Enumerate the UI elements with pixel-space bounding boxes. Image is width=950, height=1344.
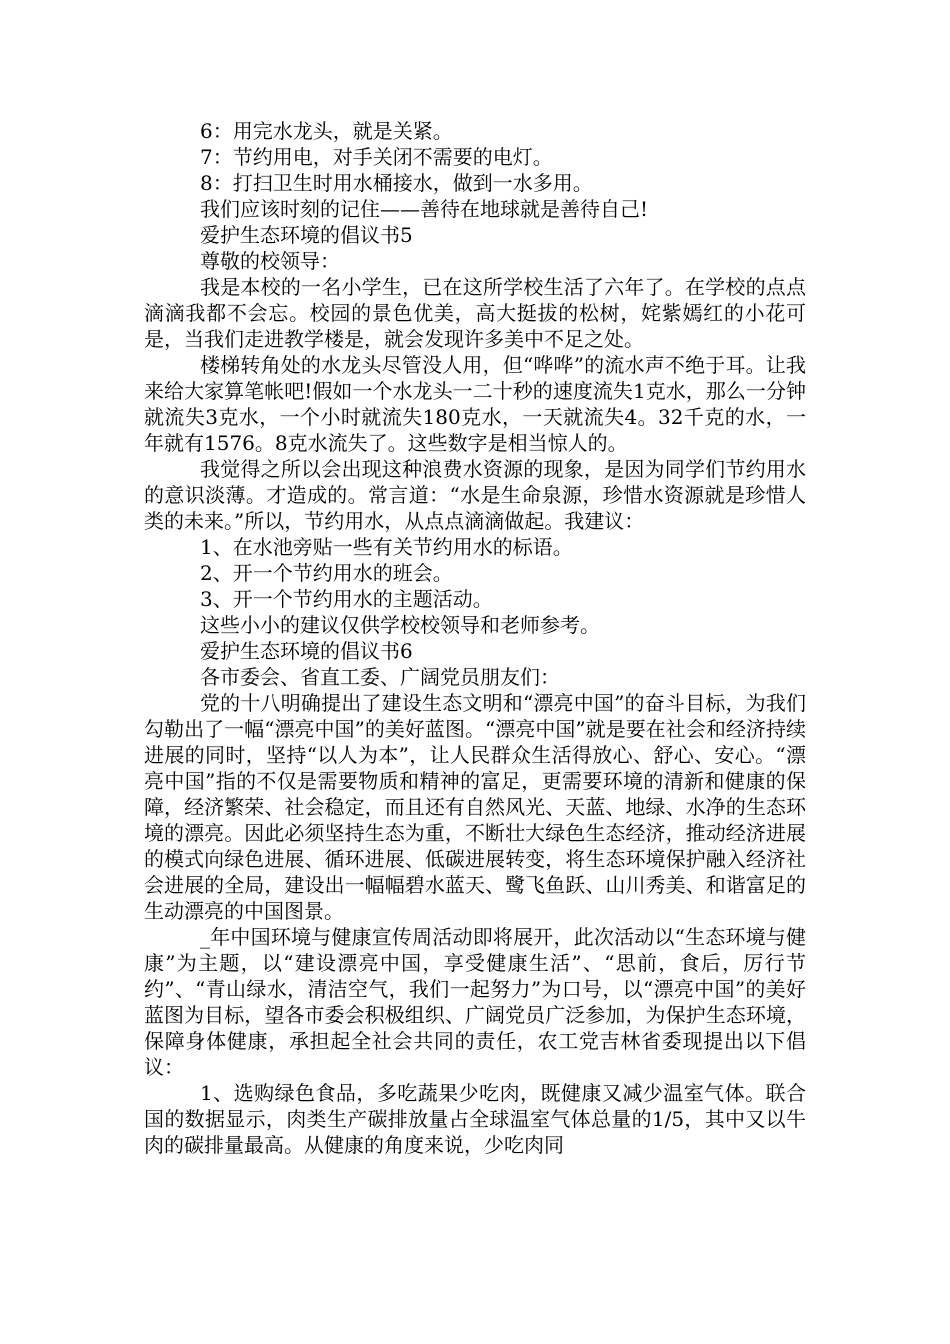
suggestion-item-2: 2、开一个节约用水的班会。 — [200, 561, 453, 585]
list-item-6: 6：用完水龙头，就是关紧。 — [200, 119, 453, 143]
initiative-item-1: 1、选购绿色食品，多吃蔬果少吃肉，既健康又减少温室气体。联合国的数据显示，肉类生产碳排放量占全球温室气体总量的1/5，其中又以牛肉的碳排量最高。从健康的角度来说，少吃肉同 — [144, 1081, 806, 1157]
list-item-8: 8：打扫卫生时用水桶接水，做到一水多用。 — [200, 171, 593, 195]
document-page — [144, 118, 806, 1158]
list-item-7: 7：节约用电，对手关闭不需要的电灯。 — [200, 145, 553, 169]
suggestion-item-3: 3、开一个节约用水的主题活动。 — [200, 587, 493, 611]
body-paragraph: 楼梯转角处的水龙头尽管没人用，但“哗哗”的流水声不绝于耳。让我来给大家算笔帐吧!假如一个水龙头一二十秒的速度流失1克水，那么一分钟就流失3克水，一个小时就流失180克水，一天就流失4。32千克的水，一年就有1576。8克水流失了。这些数字是相当惊人的。 — [144, 353, 806, 455]
section-heading-5: 爱护生态环境的倡议书5 — [200, 223, 413, 247]
salutation-5: 尊敬的校领导： — [200, 249, 340, 273]
body-paragraph: 我觉得之所以会出现这种浪费水资源的现象，是因为同学们节约用水的意识淡薄。才造成的。常言道：“水是生命泉源，珍惜水资源就是珍惜人类的未来。”所以，节约用水，从点点滴滴做起。我建议： — [144, 457, 806, 533]
suggestion-item-1: 1、在水池旁贴一些有关节约用水的标语。 — [200, 535, 573, 559]
section-heading-6: 爱护生态环境的倡议书6 — [200, 639, 413, 663]
closing-line: 这些小小的建议仅供学校校领导和老师参考。 — [200, 613, 600, 637]
body-paragraph: 党的十八明确提出了建设生态文明和“漂亮中国”的奋斗目标，为我们勾勒出了一幅“漂亮中国”的美好蓝图。“漂亮中国”就是要在社会和经济持续进展的同时，坚持“以人为本”，让人民群众生活得放心、舒心、安心。“漂亮中国”指的不仅是需要物质和精神的富足，更需要环境的清新和健康的保障，经济繁荣、社会稳定，而且还有自然风光、天蓝、地绿、水净的生态环境的漂亮。因此必须坚持生态为重，不断壮大绿色生态经济，推动经济进展的模式向绿色进展、循环进展、低碳进展转变，将生态环境保护融入经济社会进展的全局，建设出一幅幅碧水蓝天、鹭飞鱼跃、山川秀美、和谐富足的生动漂亮的中国图景。 — [144, 691, 806, 923]
salutation-6: 各市委会、省直工委、广阔党员朋友们： — [200, 665, 560, 689]
body-paragraph: _年中国环境与健康宣传周活动即将展开，此次活动以“生态环境与健康”为主题，以“建设漂亮中国，享受健康生活”、“思前，食后，厉行节约”、“青山绿水，清洁空气，我们一起努力”为口号，以“漂亮中国”的美好蓝图为目标，望各市委会积极组织、广阔党员广泛参加，为保护生态环境，保障身体健康，承担起全社会共同的责任，农工党吉林省委现提出以下倡议： — [144, 925, 806, 1079]
body-paragraph: 我是本校的一名小学生，已在这所学校生活了六年了。在学校的点点滴滴我都不会忘。校园的景色优美，高大挺拔的松树，姹紫嫣红的小花可是，当我们走进教学楼是，就会发现许多美中不足之处。 — [144, 275, 806, 351]
closing-line: 我们应该时刻的记住——善待在地球就是善待自己! — [200, 197, 649, 221]
